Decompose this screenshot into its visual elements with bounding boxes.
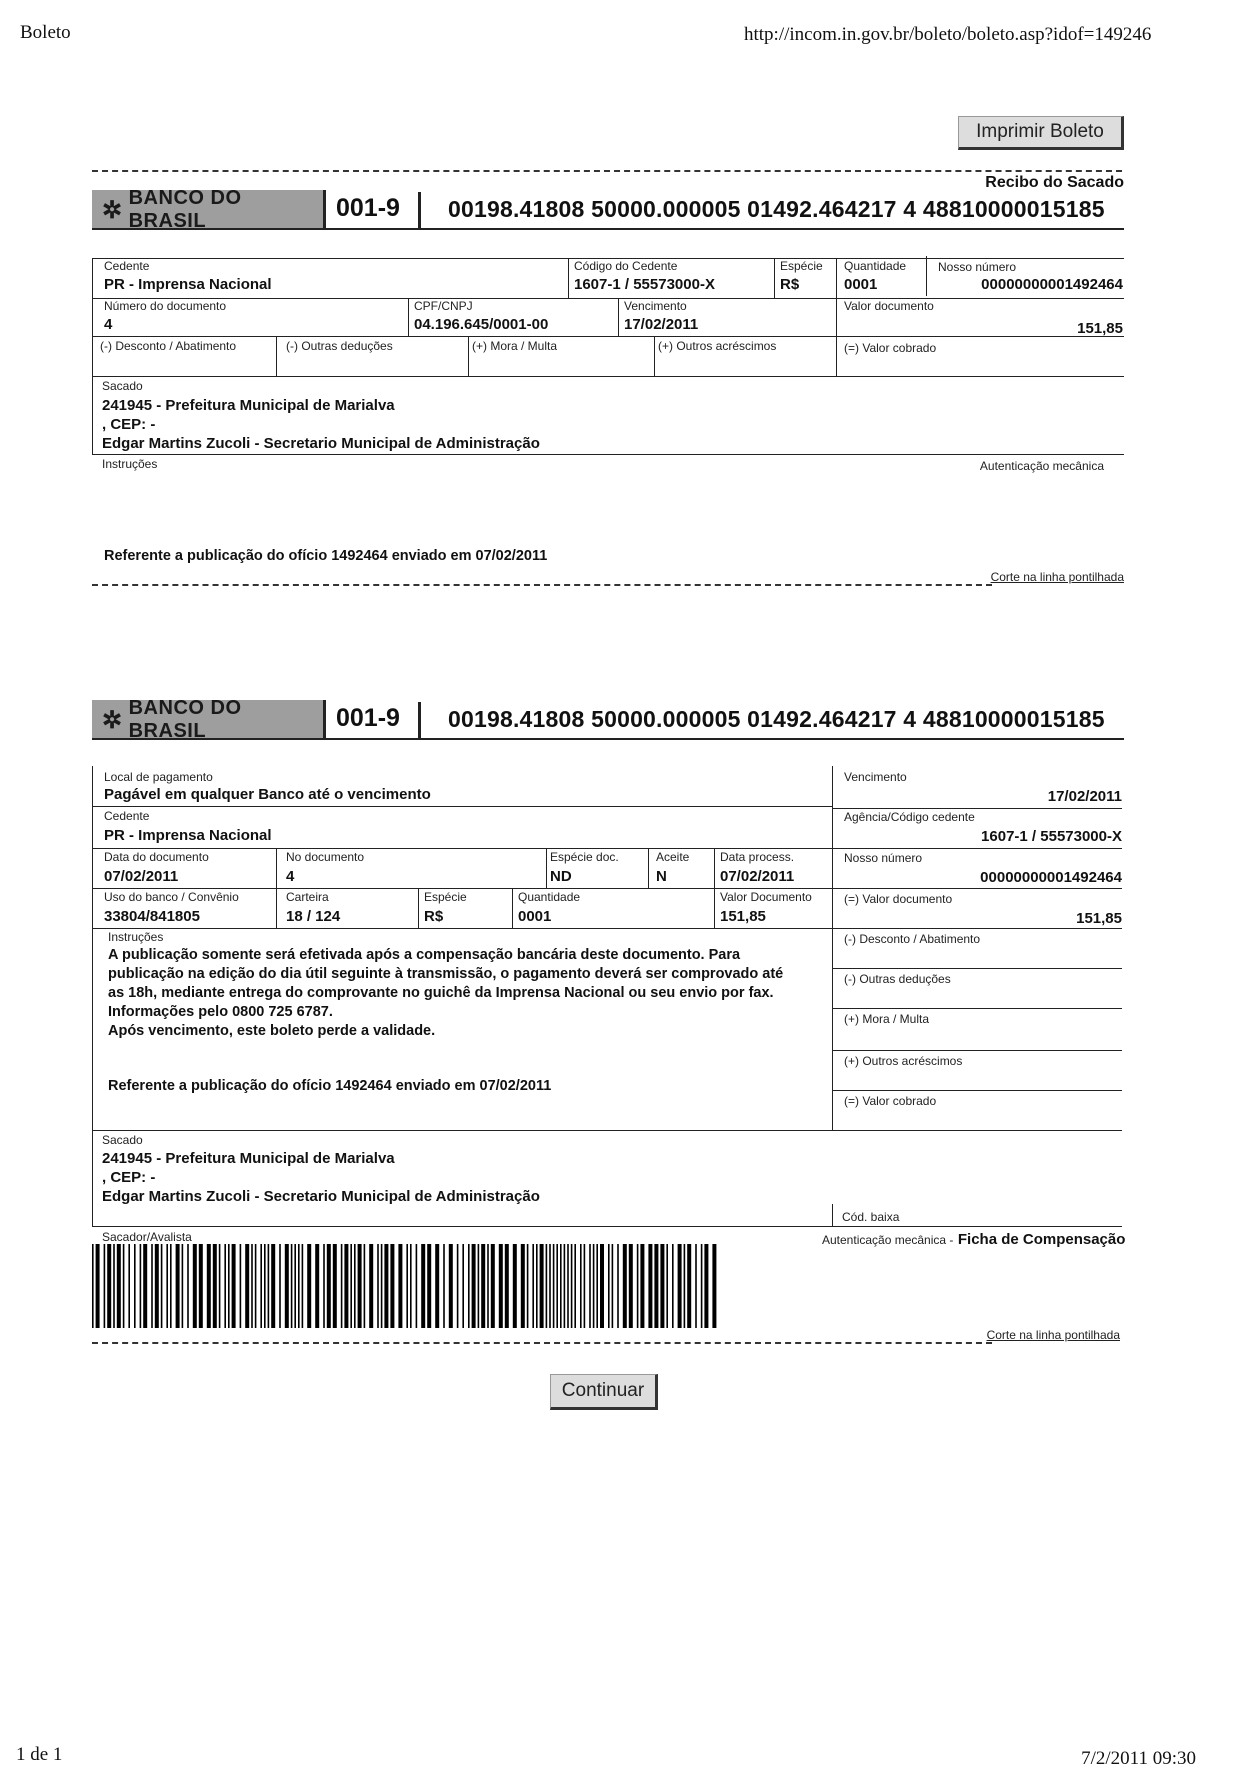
autenticacao-label: Autenticação mecânica bbox=[979, 459, 1104, 473]
instruction-line: A publicação somente será efetivada após a compensação bancária deste documento. Para bbox=[108, 947, 741, 963]
barcode-bar bbox=[478, 1244, 480, 1328]
uso-banco-value: 33804/841805 bbox=[104, 908, 200, 925]
barcode-bar bbox=[521, 1244, 525, 1328]
barcode-bar bbox=[251, 1244, 253, 1328]
barcode-bar bbox=[640, 1244, 644, 1328]
barcode-bar bbox=[151, 1244, 153, 1328]
page-count: 1 de 1 bbox=[16, 1744, 63, 1765]
instruction-line: Informações pelo 0800 725 6787. bbox=[108, 1004, 333, 1020]
cut-line-2 bbox=[92, 1342, 992, 1344]
barcode-bar bbox=[176, 1244, 180, 1328]
vencimento-value: 17/02/2011 bbox=[624, 316, 699, 333]
ficha-desconto-label: (-) Desconto / Abatimento bbox=[844, 932, 981, 946]
codigo-cedente-value: 1607-1 / 55573000-X bbox=[574, 276, 715, 293]
uso-banco-label: Uso do banco / Convênio bbox=[104, 890, 239, 904]
sacado-line-2: , CEP: - bbox=[102, 416, 156, 433]
barcode-bar bbox=[302, 1244, 304, 1328]
ficha-grid-line bbox=[832, 888, 1122, 889]
vencimento-label: Vencimento bbox=[624, 299, 687, 313]
receipt-reference: Referente a publicação do ofício 1492464 enviado em 07/02/2011 bbox=[104, 548, 548, 564]
barcode-bar bbox=[271, 1244, 275, 1328]
ficha-grid-line bbox=[92, 1130, 1122, 1131]
barcode-bar bbox=[608, 1244, 610, 1328]
valor-documento-col-value: 151,85 bbox=[720, 908, 766, 925]
agencia-value: 1607-1 / 55573000-X bbox=[981, 828, 1122, 845]
barcode-bar bbox=[410, 1244, 412, 1328]
ficha-grid-right-col bbox=[832, 766, 833, 1130]
ficha-sacado-line-1: 241945 - Prefeitura Municipal de Marialva bbox=[102, 1150, 395, 1167]
barcode-bar bbox=[505, 1244, 509, 1328]
continue-button[interactable]: Continuar bbox=[550, 1374, 658, 1410]
barcode-bar bbox=[96, 1244, 100, 1328]
ficha-outros-acrescimos-label: (+) Outros acréscimos bbox=[844, 1054, 963, 1068]
barcode-bar bbox=[307, 1244, 311, 1328]
local-pagamento-label: Local de pagamento bbox=[104, 770, 213, 784]
barcode-bar bbox=[350, 1244, 352, 1328]
ficha-grid-line bbox=[832, 968, 1122, 969]
barcode-bar bbox=[377, 1244, 379, 1328]
barcode-bar bbox=[666, 1244, 668, 1328]
ficha-grid-line bbox=[832, 1050, 1122, 1051]
bank-symbol-icon: ✲ bbox=[102, 196, 123, 224]
barcode-bar bbox=[134, 1244, 136, 1328]
cod-baixa-label: Cód. baixa bbox=[842, 1210, 900, 1224]
barcode-bar bbox=[427, 1244, 431, 1328]
barcode-bar bbox=[213, 1244, 217, 1328]
barcode-bar bbox=[536, 1244, 538, 1328]
barcode-bar bbox=[298, 1244, 300, 1328]
barcode-bar bbox=[672, 1244, 674, 1328]
receipt-grid-left bbox=[92, 258, 93, 454]
barcode-bar bbox=[170, 1244, 172, 1328]
barcode-bar bbox=[294, 1244, 296, 1328]
barcode-bar bbox=[406, 1244, 408, 1328]
valor-documento-label: Valor documento bbox=[844, 299, 934, 313]
barcode-bar bbox=[182, 1244, 184, 1328]
page-header-title: Boleto bbox=[20, 22, 71, 43]
barcode-bar bbox=[327, 1244, 331, 1328]
aceite-label: Aceite bbox=[656, 850, 690, 864]
receipt-grid-col bbox=[836, 258, 837, 376]
barcode-bar bbox=[279, 1244, 281, 1328]
barcode-bar bbox=[390, 1244, 394, 1328]
receipt-grid-col bbox=[618, 298, 619, 336]
cedente-label: Cedente bbox=[104, 259, 150, 273]
barcode-bar bbox=[260, 1244, 262, 1328]
ficha-grid-left bbox=[92, 766, 93, 1226]
ficha-sacado-line-2: , CEP: - bbox=[102, 1169, 156, 1186]
ficha-quantidade-value: 0001 bbox=[518, 908, 552, 925]
ficha-valor-documento-value: 151,85 bbox=[1076, 910, 1122, 927]
instrucoes-label: Instruções bbox=[102, 457, 158, 471]
cpf-cnpj-label: CPF/CNPJ bbox=[414, 299, 473, 313]
barcode-bar bbox=[344, 1244, 348, 1328]
page-header-url: http://incom.in.gov.br/boleto/boleto.asp?idof=149246 bbox=[744, 24, 1152, 45]
quantidade-value: 0001 bbox=[844, 276, 878, 293]
ficha-grid-line bbox=[832, 1008, 1122, 1009]
barcode-bar bbox=[291, 1244, 293, 1328]
numero-documento-value: 4 bbox=[104, 316, 113, 333]
cut-line-label-1: Corte na linha pontilhada bbox=[990, 570, 1124, 584]
barcode-bar bbox=[596, 1244, 598, 1328]
barcode-bar bbox=[166, 1244, 168, 1328]
barcode-bar bbox=[364, 1244, 366, 1328]
receipt-header-underline bbox=[92, 228, 1124, 230]
barcode-bar bbox=[457, 1244, 459, 1328]
barcode-bar bbox=[416, 1244, 418, 1328]
mora-multa-label: (+) Mora / Multa bbox=[472, 339, 558, 353]
ficha-reference: Referente a publicação do ofício 1492464 enviado em 07/02/2011 bbox=[108, 1078, 552, 1094]
barcode-bar bbox=[187, 1244, 189, 1328]
barcode-bar bbox=[574, 1244, 576, 1328]
ficha-grid-line bbox=[832, 928, 1122, 929]
receipt-grid-col bbox=[276, 336, 277, 376]
barcode-bar bbox=[384, 1244, 388, 1328]
cpf-cnpj-value: 04.196.645/0001-00 bbox=[414, 316, 549, 333]
barcode-bar bbox=[701, 1244, 703, 1328]
ficha-vencimento-label: Vencimento bbox=[844, 770, 907, 784]
agencia-label: Agência/Código cedente bbox=[844, 810, 975, 824]
barcode-bar bbox=[540, 1244, 544, 1328]
ficha-cedente-label: Cedente bbox=[104, 809, 150, 823]
valor-cobrado-label: (=) Valor cobrado bbox=[844, 341, 937, 355]
receipt-grid-line bbox=[92, 376, 1124, 377]
especie-doc-label: Espécie doc. bbox=[550, 850, 619, 864]
ficha-nosso-numero-label: Nosso número bbox=[844, 851, 923, 865]
barcode-bar bbox=[199, 1244, 203, 1328]
instructions-block bbox=[108, 946, 783, 1041]
cedente-value: PR - Imprensa Nacional bbox=[104, 276, 272, 293]
ficha-outras-deducoes-label: (-) Outras deduções bbox=[844, 972, 951, 986]
print-boleto-button[interactable]: Imprimir Boleto bbox=[958, 116, 1124, 150]
barcode-bar bbox=[589, 1244, 591, 1328]
barcode-bar bbox=[546, 1244, 548, 1328]
barcode-bar bbox=[637, 1244, 639, 1328]
data-documento-label: Data do documento bbox=[104, 850, 209, 864]
ficha-autenticacao-label: Autenticação mecânica - bbox=[822, 1233, 954, 1247]
barcode-bar bbox=[648, 1244, 652, 1328]
barcode-bar bbox=[381, 1244, 383, 1328]
barcode-bar bbox=[128, 1244, 130, 1328]
barcode-bar bbox=[268, 1244, 270, 1328]
barcode-bar bbox=[532, 1244, 534, 1328]
digitable-line-2: 00198.41808 50000.000005 01492.464217 4 48810000015185 bbox=[448, 706, 1105, 732]
barcode-bar bbox=[704, 1244, 708, 1328]
barcode-bar bbox=[443, 1244, 445, 1328]
barcode-bar bbox=[564, 1244, 566, 1328]
ficha-grid-col bbox=[546, 848, 547, 888]
no-documento-label: No documento bbox=[286, 850, 365, 864]
barcode-bar bbox=[92, 1244, 94, 1328]
instruction-line: publicação na edição do dia útil seguinte à transmissão, o pagamento deverá ser comprovado até bbox=[108, 966, 784, 982]
ficha-instrucoes-label: Instruções bbox=[108, 930, 164, 944]
ficha-grid-col bbox=[714, 848, 715, 928]
barcode-bar bbox=[593, 1244, 595, 1328]
especie-label: Espécie bbox=[780, 259, 823, 273]
bank-logo: ✲ BANCO DO BRASIL bbox=[92, 190, 326, 230]
barcode-bar bbox=[580, 1244, 582, 1328]
barcode-bar bbox=[358, 1244, 362, 1328]
ficha-valor-documento-label: (=) Valor documento bbox=[844, 892, 953, 906]
receipt-grid-col bbox=[926, 256, 927, 296]
barcode-bar bbox=[553, 1244, 555, 1328]
especie-value: R$ bbox=[780, 276, 800, 293]
barcode-bar bbox=[654, 1244, 658, 1328]
ficha-sacado-line-3: Edgar Martins Zucoli - Secretario Municipal de Administração bbox=[102, 1188, 540, 1205]
ficha-sacado-label: Sacado bbox=[102, 1133, 143, 1147]
ficha-grid-col bbox=[512, 888, 513, 928]
barcode-bar bbox=[584, 1244, 586, 1328]
ficha-grid-col bbox=[276, 848, 277, 928]
barcode-bar bbox=[333, 1244, 337, 1328]
barcode-bar bbox=[472, 1244, 476, 1328]
barcode-bar bbox=[449, 1244, 453, 1328]
barcode-bar bbox=[285, 1244, 289, 1328]
ficha-valor-cobrado-label: (=) Valor cobrado bbox=[844, 1094, 937, 1108]
barcode-bar bbox=[369, 1244, 373, 1328]
codigo-cedente-label: Código do Cedente bbox=[574, 259, 678, 273]
receipt-title: Recibo do Sacado bbox=[985, 174, 1124, 191]
barcode-bar bbox=[695, 1244, 697, 1328]
ficha-grid-col bbox=[418, 888, 419, 928]
barcode-bar bbox=[513, 1244, 517, 1328]
ficha-grid-line bbox=[832, 848, 1122, 849]
sacador-avalista-label: Sacador/Avalista bbox=[102, 1230, 192, 1244]
barcode-bar bbox=[228, 1244, 230, 1328]
barcode-bar bbox=[143, 1244, 147, 1328]
barcode-bar bbox=[315, 1244, 319, 1328]
barcode-bar bbox=[491, 1244, 495, 1328]
print-datetime: 7/2/2011 09:30 bbox=[1081, 1748, 1196, 1769]
barcode-bar bbox=[527, 1244, 529, 1328]
barcode-bar bbox=[435, 1244, 439, 1328]
quantidade-label: Quantidade bbox=[844, 259, 907, 273]
ficha-grid-line bbox=[92, 848, 832, 849]
sacado-label: Sacado bbox=[102, 379, 143, 393]
bank-logo-2: ✲ BANCO DO BRASIL bbox=[92, 700, 326, 740]
barcode-bar bbox=[468, 1244, 470, 1328]
barcode-bar bbox=[219, 1244, 221, 1328]
digitable-line: 00198.41808 50000.000005 01492.464217 4 48810000015185 bbox=[448, 196, 1105, 222]
ficha-grid-col bbox=[832, 1204, 833, 1226]
barcode-bar bbox=[341, 1244, 343, 1328]
barcode-bar bbox=[161, 1244, 163, 1328]
outras-deducoes-label: (-) Outras deduções bbox=[286, 339, 393, 353]
barcode-bar bbox=[140, 1244, 142, 1328]
top-dashed-line bbox=[92, 170, 1122, 172]
ficha-grid-line bbox=[832, 808, 1122, 809]
ficha-compensacao-title: Ficha de Compensação bbox=[957, 1231, 1126, 1248]
barcode-bar bbox=[224, 1244, 226, 1328]
nosso-numero-label: Nosso número bbox=[938, 260, 1017, 274]
barcode-bar bbox=[617, 1244, 619, 1328]
barcode-bar bbox=[560, 1244, 562, 1328]
valor-documento-value: 151,85 bbox=[1077, 320, 1123, 337]
ficha-grid-line bbox=[92, 888, 832, 889]
barcode bbox=[92, 1244, 720, 1328]
carteira-value: 18 / 124 bbox=[286, 908, 341, 925]
barcode-bar bbox=[712, 1244, 716, 1328]
barcode-bar bbox=[684, 1244, 686, 1328]
barcode-bar bbox=[240, 1244, 242, 1328]
carteira-label: Carteira bbox=[286, 890, 329, 904]
receipt-grid-col bbox=[408, 298, 409, 336]
barcode-bar bbox=[193, 1244, 197, 1328]
data-process-value: 07/02/2011 bbox=[720, 868, 795, 885]
barcode-bar bbox=[123, 1244, 125, 1328]
receipt-grid-line bbox=[92, 298, 1124, 299]
barcode-bar bbox=[232, 1244, 236, 1328]
outros-acrescimos-label: (+) Outros acréscimos bbox=[658, 339, 777, 353]
barcode-bar bbox=[660, 1244, 664, 1328]
ficha-especie-label: Espécie bbox=[424, 890, 467, 904]
no-documento-value: 4 bbox=[286, 868, 295, 885]
barcode-bar bbox=[678, 1244, 682, 1328]
barcode-bar bbox=[629, 1244, 633, 1328]
barcode-bar bbox=[107, 1244, 111, 1328]
sacado-line-3: Edgar Martins Zucoli - Secretario Municipal de Administração bbox=[102, 435, 540, 452]
barcode-bar bbox=[549, 1244, 551, 1328]
valor-documento-col-label: Valor Documento bbox=[720, 890, 812, 904]
barcode-bar bbox=[567, 1244, 569, 1328]
barcode-bar bbox=[264, 1244, 266, 1328]
bank-code: 001-9 bbox=[336, 194, 400, 222]
bank-code-separator bbox=[418, 192, 421, 228]
ficha-grid-col bbox=[648, 848, 649, 888]
barcode-bar bbox=[323, 1244, 325, 1328]
barcode-bar bbox=[398, 1244, 402, 1328]
ficha-grid-line bbox=[832, 1090, 1122, 1091]
ficha-grid-line bbox=[92, 928, 832, 929]
desconto-label: (-) Desconto / Abatimento bbox=[100, 339, 237, 353]
barcode-bar bbox=[612, 1244, 614, 1328]
barcode-bar bbox=[499, 1244, 503, 1328]
aceite-value: N bbox=[656, 868, 667, 885]
barcode-bar bbox=[571, 1244, 573, 1328]
local-pagamento-value: Pagável em qualquer Banco até o vencimento bbox=[104, 786, 431, 803]
especie-doc-value: ND bbox=[550, 868, 572, 885]
ficha-especie-value: R$ bbox=[424, 908, 444, 925]
ficha-nosso-numero-value: 00000000001492464 bbox=[980, 869, 1122, 886]
bank-code-2: 001-9 bbox=[336, 704, 400, 732]
barcode-bar bbox=[487, 1244, 489, 1328]
sacado-line-1: 241945 - Prefeitura Municipal de Marialva bbox=[102, 397, 395, 414]
barcode-bar bbox=[117, 1244, 121, 1328]
receipt-grid-col bbox=[654, 336, 655, 376]
bank-code-separator-2 bbox=[418, 702, 421, 738]
ficha-compensacao-label-group bbox=[822, 1231, 1126, 1249]
barcode-bar bbox=[354, 1244, 356, 1328]
cut-line-label-2: Corte na linha pontilhada bbox=[986, 1328, 1120, 1342]
barcode-bar bbox=[421, 1244, 425, 1328]
ficha-quantidade-label: Quantidade bbox=[518, 890, 581, 904]
cut-line-1 bbox=[92, 584, 992, 586]
barcode-bar bbox=[207, 1244, 211, 1328]
ficha-mora-multa-label: (+) Mora / Multa bbox=[844, 1012, 930, 1026]
barcode-bar bbox=[481, 1244, 485, 1328]
instruction-line: as 18h, mediante entrega do comprovante no guichê da Imprensa Nacional ou seu envio por fax. bbox=[108, 985, 774, 1001]
data-documento-value: 07/02/2011 bbox=[104, 868, 179, 885]
numero-documento-label: Número do documento bbox=[104, 299, 227, 313]
barcode-bar bbox=[623, 1244, 627, 1328]
receipt-grid-col bbox=[568, 258, 569, 298]
barcode-bar bbox=[687, 1244, 691, 1328]
bank-symbol-icon: ✲ bbox=[102, 706, 123, 734]
ficha-grid-line bbox=[92, 806, 832, 807]
ficha-header-underline bbox=[92, 738, 1124, 740]
barcode-bar bbox=[245, 1244, 249, 1328]
barcode-bar bbox=[462, 1244, 464, 1328]
barcode-bar bbox=[600, 1244, 604, 1328]
barcode-bar bbox=[113, 1244, 115, 1328]
receipt-grid-line bbox=[92, 454, 1124, 455]
barcode-bar bbox=[255, 1244, 257, 1328]
receipt-grid-col bbox=[468, 336, 469, 376]
barcode-bar bbox=[556, 1244, 558, 1328]
nosso-numero-value: 00000000001492464 bbox=[981, 276, 1123, 293]
instruction-line: Após vencimento, este boleto perde a validade. bbox=[108, 1023, 436, 1039]
receipt-grid-col bbox=[774, 258, 775, 298]
ficha-grid-line bbox=[92, 1226, 1122, 1227]
barcode-bar bbox=[155, 1244, 159, 1328]
ficha-cedente-value: PR - Imprensa Nacional bbox=[104, 827, 272, 844]
barcode-bar bbox=[104, 1244, 106, 1328]
ficha-vencimento-value: 17/02/2011 bbox=[1047, 788, 1122, 805]
data-process-label: Data process. bbox=[720, 850, 795, 864]
